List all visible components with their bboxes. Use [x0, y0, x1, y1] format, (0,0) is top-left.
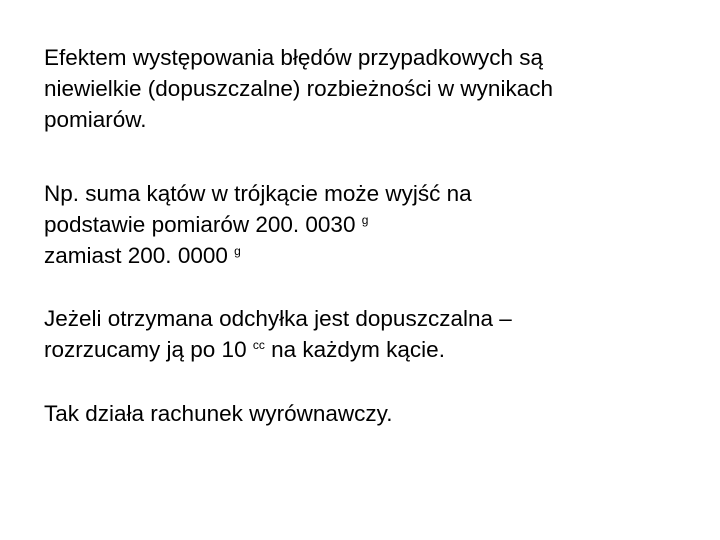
paragraph-distribution: [44, 303, 512, 365]
centigrad-unit-superscript: cc: [252, 338, 265, 352]
paragraph1-line2: niewielkie (dopuszczalne) rozbieżności w wynikach: [44, 76, 553, 101]
paragraph1-line1: Efektem występowania błędów przypadkowych są: [44, 45, 543, 70]
paragraph3-line1: Jeżeli otrzymana odchyłka jest dopuszczalna –: [44, 306, 512, 331]
paragraph3-line2: [44, 334, 512, 365]
distribution-text-before: rozrzucamy ją po 10: [44, 337, 247, 362]
paragraph-example: [44, 178, 472, 271]
grad-unit-superscript: g: [361, 213, 369, 227]
paragraph1-line3: pomiarów.: [44, 107, 147, 132]
grad-unit-superscript: g: [234, 244, 241, 258]
distribution-text-after: na każdym kącie.: [271, 337, 445, 362]
paragraph-conclusion: [44, 398, 392, 429]
paragraph-random-errors: [44, 42, 553, 135]
paragraph2-line3: [44, 240, 472, 271]
paragraph2-line1: Np. suma kątów w trójkącie może wyjść na: [44, 181, 472, 206]
measured-sum-text: podstawie pomiarów 200. 0030: [44, 212, 356, 237]
expected-sum-text: zamiast 200. 0000: [44, 243, 228, 268]
paragraph4-line1: Tak działa rachunek wyrównawczy.: [44, 401, 393, 426]
paragraph2-line2: [44, 209, 472, 240]
